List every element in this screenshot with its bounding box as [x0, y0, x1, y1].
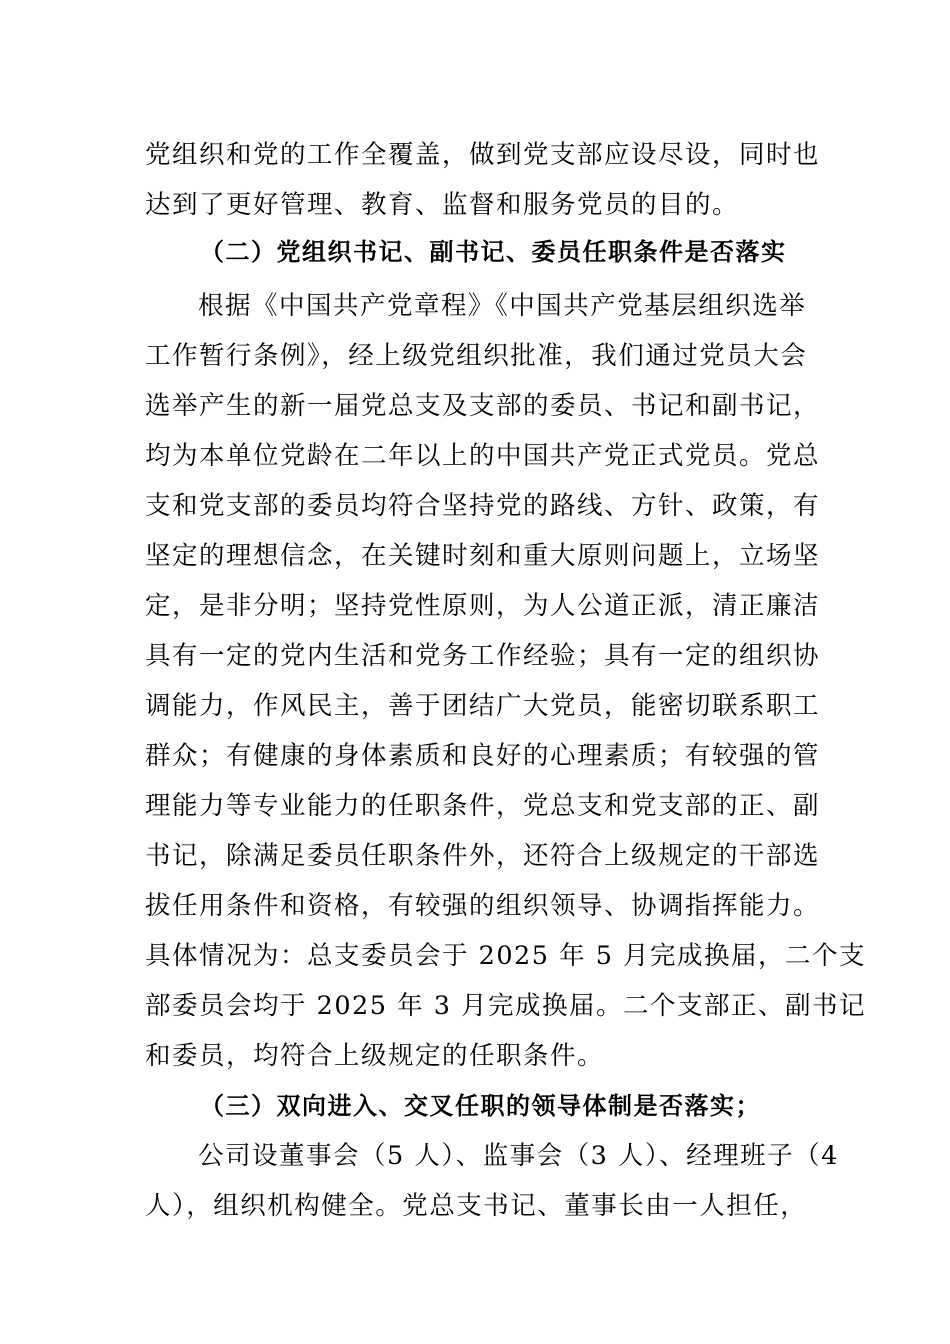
paragraph-line: 具有一定的党内生活和党务工作经验；具有一定的组织协 [145, 641, 821, 671]
paragraph-line: 部委员会均于 2025 年 3 月完成换届。二个支部正、副书记 [145, 991, 867, 1021]
paragraph-line: 具体情况为：总支委员会于 2025 年 5 月完成换届，二个支 [145, 941, 867, 971]
section-heading-3: （三）双向进入、交叉任职的领导体制是否落实； [200, 1092, 761, 1120]
paragraph-line: 达到了更好管理、教育、监督和服务党员的目的。 [145, 190, 740, 220]
paragraph-line: 调能力，作风民主，善于团结广大党员，能密切联系职工 [145, 691, 821, 721]
paragraph-line: 群众；有健康的身体素质和良好的心理素质；有较强的管 [145, 741, 821, 771]
paragraph-line: 选举产生的新一届党总支及支部的委员、书记和副书记， [145, 391, 821, 421]
paragraph-line: 支和党支部的委员均符合坚持党的路线、方针、政策，有 [145, 491, 821, 521]
paragraph-line: 人），组织机构健全。党总支书记、董事长由一人担任， [145, 1191, 808, 1221]
paragraph-line: 公司设董事会（5 人）、监事会（3 人）、经理班子（4 [198, 1141, 839, 1171]
paragraph-line: 拔任用条件和资格，有较强的组织领导、协调指挥能力。 [145, 891, 821, 921]
paragraph-line: 均为本单位党龄在二年以上的中国共产党正式党员。党总 [145, 441, 821, 471]
paragraph-line: 坚定的理想信念，在关键时刻和重大原则问题上，立场坚 [145, 541, 821, 571]
paragraph-line: 书记，除满足委员任职条件外，还符合上级规定的干部选 [145, 841, 821, 871]
paragraph-line: 理能力等专业能力的任职条件，党总支和党支部的正、副 [145, 791, 821, 821]
paragraph-line: 定，是非分明；坚持党性原则，为人公道正派，清正廉洁 [145, 591, 821, 621]
paragraph-line: 工作暂行条例》，经上级党组织批准，我们通过党员大会 [145, 341, 808, 371]
paragraph-line: 党组织和党的工作全覆盖，做到党支部应设尽设，同时也 [145, 140, 821, 170]
paragraph-line: 根据《中国共产党章程》《中国共产党基层组织选举 [198, 291, 807, 321]
section-heading-2: （二）党组织书记、副书记、委员任职条件是否落实 [200, 238, 787, 266]
paragraph-line: 和委员，均符合上级规定的任职条件。 [145, 1041, 605, 1071]
